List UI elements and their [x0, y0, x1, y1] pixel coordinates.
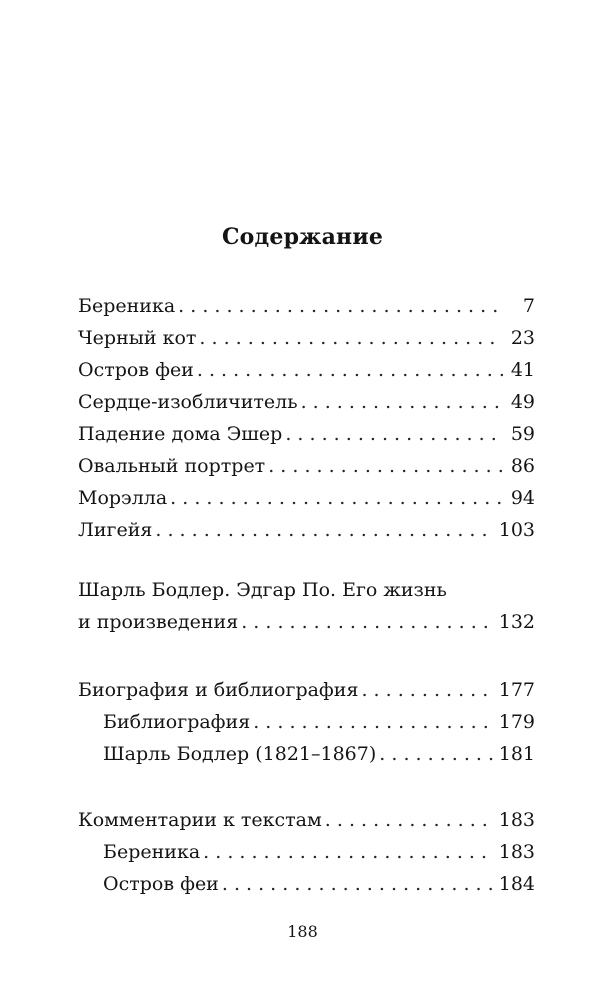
dot-leader	[268, 450, 503, 482]
toc-entry-essay	[78, 606, 535, 638]
dot-leader	[241, 606, 493, 638]
toc-entry	[78, 322, 535, 354]
dot-leader	[203, 836, 493, 868]
toc-entry-title: Комментарии к текстам	[78, 809, 322, 831]
toc-entry-page: 59	[510, 423, 535, 445]
toc-subentry	[103, 706, 535, 738]
toc-essay-title-line1: Шарль Бодлер. Эдгар По. Его жизнь	[78, 579, 447, 601]
toc-entry-page: 23	[510, 327, 535, 349]
toc-subentry-page: 179	[498, 711, 535, 733]
toc-entry-title: Овальный портрет	[78, 455, 266, 477]
dot-leader	[155, 514, 492, 546]
dot-leader	[253, 706, 493, 738]
toc-entry-page: 177	[498, 679, 535, 701]
toc-subentry	[103, 836, 535, 868]
dot-leader	[178, 290, 503, 322]
toc-subentry	[103, 738, 535, 770]
toc-entry-page: 41	[510, 359, 535, 381]
toc-entry-page: 103	[498, 519, 535, 541]
dot-leader	[301, 386, 503, 418]
toc-entry	[78, 418, 535, 450]
dot-leader	[379, 738, 492, 770]
toc-entry-page: 86	[510, 455, 535, 477]
dot-leader	[222, 868, 493, 900]
toc-entry	[78, 482, 535, 514]
toc-entry-title: Черный кот	[78, 327, 197, 349]
dot-leader	[325, 804, 493, 836]
toc-subentry-title: Шарль Бодлер (1821–1867)	[103, 743, 377, 765]
toc-entry-page: 94	[510, 487, 535, 509]
toc-entry-title: Остров феи	[78, 359, 194, 381]
toc-subentry-title: Библиография	[103, 711, 251, 733]
toc-entry	[78, 386, 535, 418]
toc-essay-title-line2: и произведения	[78, 611, 239, 633]
toc-entry-title: Береника	[78, 295, 176, 317]
toc-subentry-title: Остров феи	[103, 873, 219, 895]
toc-entry	[78, 290, 535, 322]
toc-entry-page: 183	[498, 809, 535, 831]
toc-section-biography	[78, 674, 535, 706]
page-number: 188	[287, 922, 318, 941]
toc-entry	[78, 514, 535, 546]
toc-entry-title: Биография и библиография	[78, 679, 359, 701]
toc-subentry-page: 184	[498, 873, 535, 895]
toc-heading: Содержание	[221, 224, 384, 250]
toc-entry-title: Сердце-изобличитель	[78, 391, 298, 413]
toc-entry-title: Падение дома Эшер	[78, 423, 283, 445]
dot-leader	[199, 322, 503, 354]
toc-section-commentary	[78, 804, 535, 836]
toc-entry-page: 132	[498, 611, 535, 633]
toc-entry-page: 7	[522, 295, 535, 317]
toc-entry-title: Морэлла	[78, 487, 168, 509]
dot-leader	[197, 354, 503, 386]
toc-subentry-page: 183	[498, 841, 535, 863]
dot-leader	[285, 418, 503, 450]
toc-entry	[78, 450, 535, 482]
toc-entry	[78, 354, 535, 386]
dot-leader	[361, 674, 492, 706]
toc-subentry-title: Береника	[103, 841, 201, 863]
dot-leader	[170, 482, 503, 514]
toc-entry-title: Лигейя	[78, 519, 153, 541]
toc-subentry	[103, 868, 535, 900]
toc-subentry-page: 181	[498, 743, 535, 765]
toc-entry-page: 49	[510, 391, 535, 413]
